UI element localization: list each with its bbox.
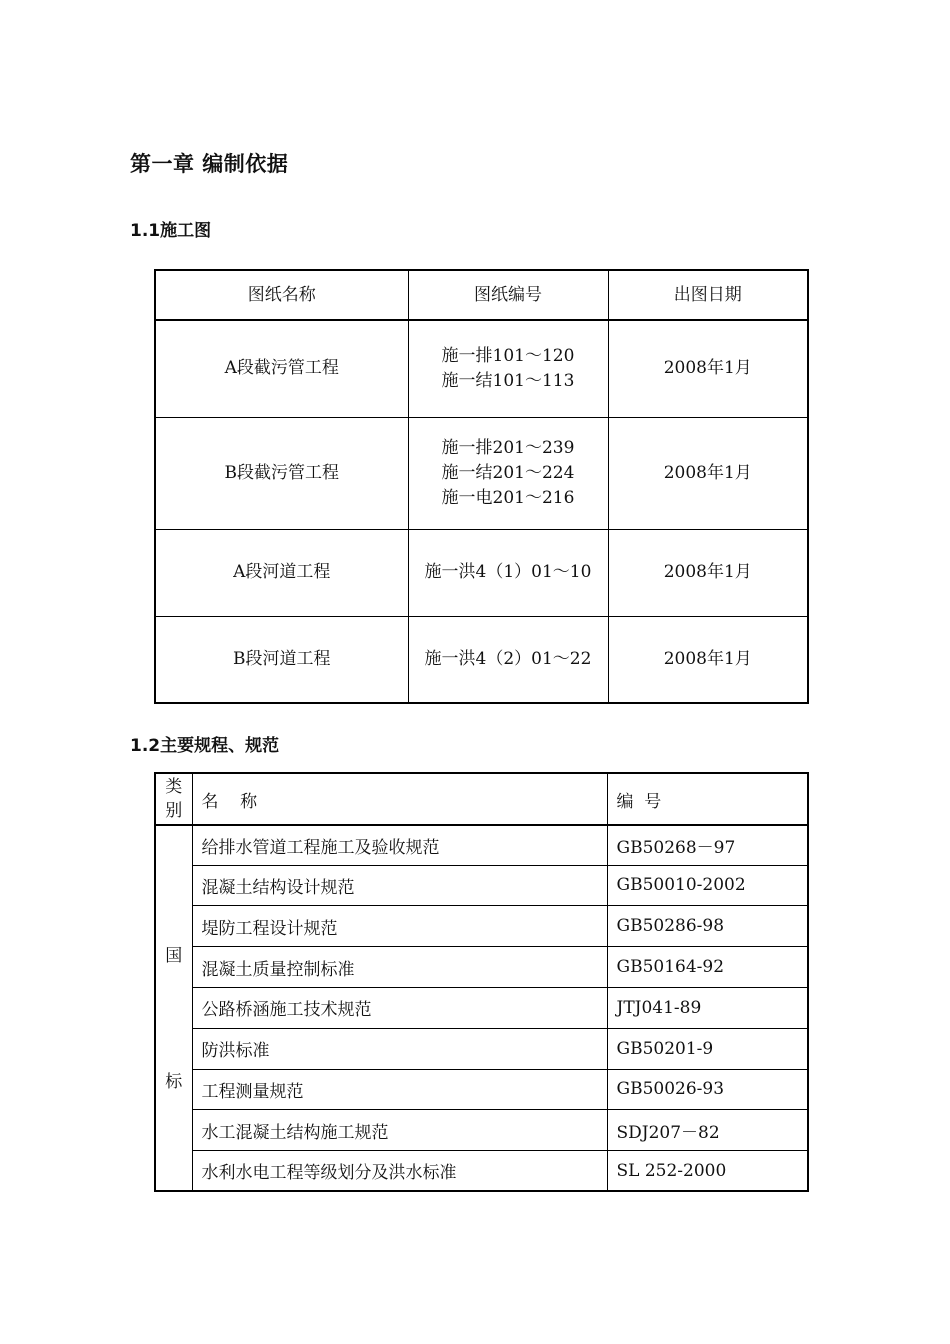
header-drawing-name: 图纸名称 xyxy=(155,270,408,320)
issue-date: 2008年1月 xyxy=(608,529,808,616)
table-row xyxy=(155,1028,808,1069)
standard-name: 混凝土质量控制标准 xyxy=(192,947,607,988)
drawing-code: 施一结101～113 xyxy=(441,370,575,391)
standard-code: JTJ041-89 xyxy=(607,988,808,1028)
standard-code: GB50201-9 xyxy=(607,1028,808,1069)
standard-code: GB50286-98 xyxy=(607,905,808,946)
issue-date: 2008年1月 xyxy=(608,616,808,703)
header-drawing-number: 图纸编号 xyxy=(408,270,608,320)
drawing-name: A段截污管工程 xyxy=(155,320,408,417)
standard-name: 水工混凝土结构施工规范 xyxy=(192,1110,607,1151)
table-row xyxy=(155,1069,808,1109)
table-row xyxy=(155,988,808,1028)
issue-date: 2008年1月 xyxy=(608,320,808,417)
standard-name: 防洪标准 xyxy=(192,1028,607,1069)
standard-code: GB50268－97 xyxy=(607,825,808,865)
table-row xyxy=(155,1110,808,1151)
drawing-code: 施一排101～120 xyxy=(441,345,575,366)
table-header-row xyxy=(155,270,808,320)
category-char: 国 xyxy=(165,946,183,966)
standard-code: SL 252-2000 xyxy=(607,1151,808,1191)
standard-name: 给排水管道工程施工及验收规范 xyxy=(192,825,607,865)
category-national-standard xyxy=(155,825,192,1191)
standard-name: 水利水电工程等级划分及洪水标准 xyxy=(192,1151,607,1191)
category-char: 标 xyxy=(165,1072,183,1092)
section-title-drawings: 1.1施工图 xyxy=(130,221,212,241)
standards-table xyxy=(154,772,809,1192)
standard-code: GB50164-92 xyxy=(607,947,808,988)
issue-date: 2008年1月 xyxy=(608,417,808,529)
drawing-codes xyxy=(408,529,608,616)
drawing-codes xyxy=(408,320,608,417)
table-row xyxy=(155,825,808,865)
standard-code: SDJ207－82 xyxy=(607,1110,808,1151)
drawing-code: 施一结201～224 xyxy=(441,462,575,483)
table-row xyxy=(155,1151,808,1191)
standard-name: 混凝土结构设计规范 xyxy=(192,865,607,905)
standard-name: 工程测量规范 xyxy=(192,1069,607,1109)
table-row xyxy=(155,529,808,616)
table-row xyxy=(155,417,808,529)
table-row xyxy=(155,905,808,946)
header-issue-date: 出图日期 xyxy=(608,270,808,320)
header-standard-name: 名 称 xyxy=(192,773,607,825)
chapter-title: 第一章 编制依据 xyxy=(130,152,289,176)
standard-name: 堤防工程设计规范 xyxy=(192,905,607,946)
table-row xyxy=(155,947,808,988)
drawings-table xyxy=(154,269,809,704)
table-header-row xyxy=(155,773,808,825)
drawing-code: 施一电201～216 xyxy=(441,487,575,508)
drawing-name: B段截污管工程 xyxy=(155,417,408,529)
table-row xyxy=(155,865,808,905)
table-row xyxy=(155,616,808,703)
drawing-name: A段河道工程 xyxy=(155,529,408,616)
standard-code: GB50026-93 xyxy=(607,1069,808,1109)
header-standard-code: 编 号 xyxy=(607,773,808,825)
drawing-name: B段河道工程 xyxy=(155,616,408,703)
section-title-standards: 1.2主要规程、规范 xyxy=(130,736,280,756)
standard-name: 公路桥涵施工技术规范 xyxy=(192,988,607,1028)
standard-code: GB50010-2002 xyxy=(607,865,808,905)
drawing-codes xyxy=(408,616,608,703)
header-category: 类别 xyxy=(155,773,192,825)
drawing-code: 施一排201～239 xyxy=(441,437,575,458)
drawing-codes xyxy=(408,417,608,529)
drawing-code: 施一洪4（2）01～22 xyxy=(424,648,592,669)
table-row xyxy=(155,320,808,417)
drawing-code: 施一洪4（1）01～10 xyxy=(424,562,592,582)
